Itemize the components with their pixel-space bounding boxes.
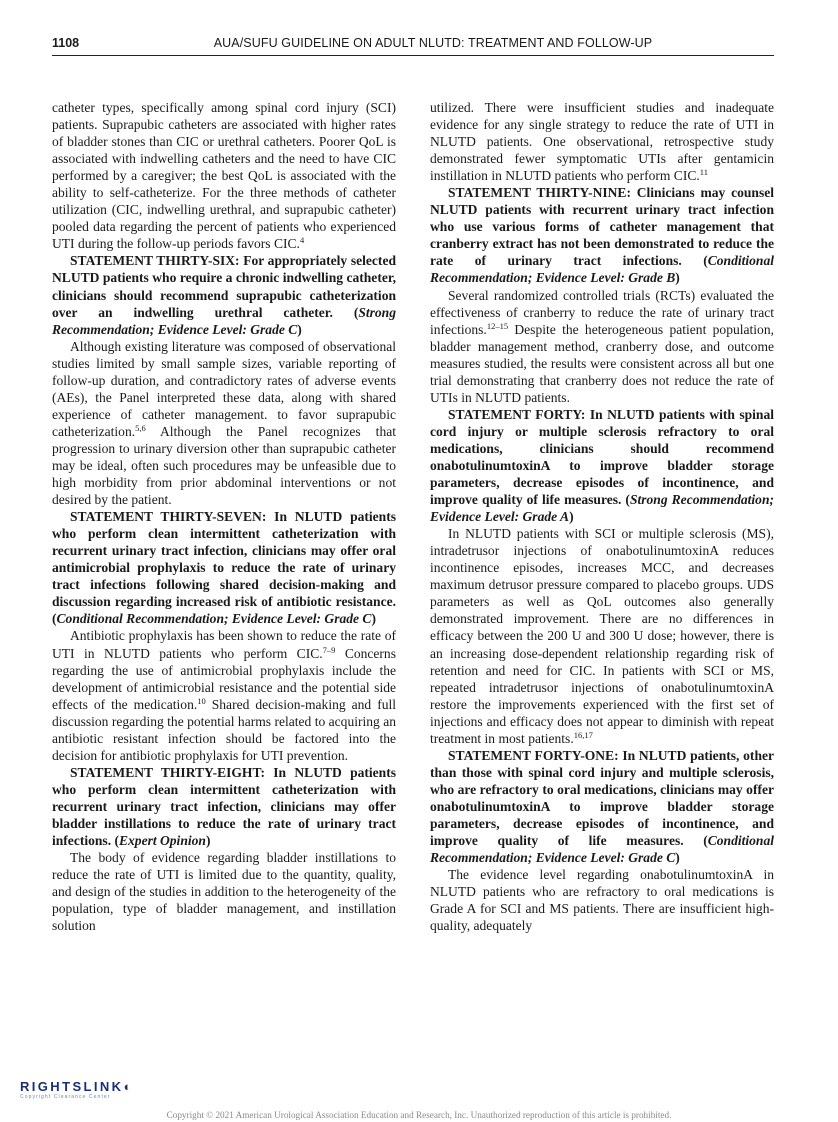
citation: 12–15 <box>486 320 509 331</box>
evidence-level: Conditional Recommendation; Evidence Level: Grade C <box>56 611 372 627</box>
running-title: AUA/SUFU GUIDELINE ON ADULT NLUTD: TREATMENT AND FOLLOW-UP <box>213 36 653 50</box>
copyright-notice: Copyright © 2021 American Urological Association Education and Research, Inc. Unauthorized reproduction of this article is prohibited. <box>166 1110 672 1120</box>
citation: 7–9 <box>322 644 336 655</box>
paragraph-evidence-level-onabotulinumtoxina: The evidence level regarding onabotulinumtoxinA in NLUTD patients who are refractory to oral medications is Grade A for SCI and MS patients. There are insufficient high-quality, adequately <box>430 867 774 934</box>
evidence-level: Strong Recommendation; Evidence Level: Grade C <box>52 304 396 337</box>
evidence-level: Strong Recommendation; Evidence Level: Grade A <box>430 492 774 525</box>
right-column <box>430 99 774 934</box>
paragraph-cranberry-rcts: Several randomized controlled trials (RCTs) evaluated the effectiveness of cranberry to reduce the rate of urinary tract infections.$^{12-15}$ Despite the heterogeneous patient population, bladder management method, cranberry dose, and outcome measures studied, the results were consistent across all but one trial demonstrating that cranberry does not reduce the rate of UTIs in NLUTD patients. <box>430 287 774 405</box>
citation: 11 <box>699 167 708 178</box>
statement-forty: STATEMENT FORTY: In NLUTD patients with spinal cord injury or multiple sclerosis refractory to oral medications, clinicians should recommend onabotulinumtoxinA to improve bladder storage parameters, decrease episodes of incontinence, and improve quality of life measures. (Strong Recommendation; Evidence Level: Grade A) <box>430 406 774 525</box>
citation: 5,6 <box>135 422 146 433</box>
paragraph-antibiotic-prophylaxis: Antibiotic prophylaxis has been shown to reduce the rate of UTI in NLUTD patients who perform CIC.$^{7-9}$ Concerns regarding the use of antimicrobial prophylaxis include the development of antimicrobial resistance and the potential side effects of the medication.$^{10}$ Shared decision-making and full discussion regarding the potential harms related to acquiring an antibiotic resistant infection should be factored into the decision for antibiotic prophylaxis for UTI prevention. <box>52 628 397 763</box>
running-header <box>52 36 774 54</box>
evidence-level: Conditional Recommendation; Evidence Level: Grade B <box>430 253 774 286</box>
paragraph-instillation-studies: utilized. There were insufficient studies and inadequate evidence for any single strategy to reduce the rate of UTI in NLUTD patients. One observational, retrospective study demonstrated fewer symptomatic UTIs after gentamicin instillation in NLUTD patients who perform CIC.$^{11}$ <box>430 100 774 184</box>
citation: 16,17 <box>573 729 593 740</box>
paragraph-suprapubic-evidence: Although existing literature was composed of observational studies limited by small sample sizes, variable reporting of follow-up duration, and contradictory rates of adverse events (AEs), the Panel interpreted these data, along with shared experience of catheter management. to favor suprapubic catheterization.$^{5,6}$ Although the Panel recognizes that progression to urinary diversion other than suprapubic catheter may be ideal, often such procedures may be unfeasible due to high morbidity from prior abdominal interventions or not desired by the patient. <box>52 338 396 508</box>
evidence-level: Conditional Recommendation; Evidence Level: Grade C <box>430 833 774 866</box>
citation: 10 <box>197 695 206 706</box>
page-number: 1108 <box>52 36 80 50</box>
statement-forty-one: STATEMENT FORTY-ONE: In NLUTD patients, other than those with spinal cord injury and multiple sclerosis, who are refractory to oral medications, clinicians may offer onabotulinumtoxinA to improve bladder storage parameters, decrease episodes of incontinence, and improve quality of life measures. (Conditional Recommendation; Evidence Level: Grade C) <box>430 747 774 866</box>
paragraph-catheter-types: catheter types, specifically among spinal cord injury (SCI) patients. Suprapubic catheters are associated with higher rates of bladder stones than CIC or urethral catheters. Poorer QoL is associated with indwelling catheters and the need to have CIC performed by a caregiver; the best QoL is associated with the ability to self-catheterize. For the three methods of catheter utilization (CIC, indwelling urethral, and suprapubic catheter) pooled data regarding the percent of patients who experienced UTI during the follow-up periods favors CIC.$^4$ <box>52 100 396 252</box>
citation: 4 <box>299 235 305 246</box>
header-rule <box>52 55 774 56</box>
paragraph-bladder-instillations: The body of evidence regarding bladder instillations to reduce the rate of UTI is limited due to the quantity, quality, and design of the studies in addition to the heterogeneity of the population, type of bladder management, and instillation solution <box>52 850 396 934</box>
rightslink-tagline: Copyright Clearance Center <box>20 1094 111 1100</box>
statement-thirty-eight: STATEMENT THIRTY-EIGHT: In NLUTD patients who perform clean intermittent catheterization with recurrent urinary tract infection, clinicians may offer bladder instillations to reduce the rate of urinary tract infections. (Expert Opinion) <box>52 764 396 849</box>
rightslink-mark-icon: ◐ <box>123 1079 134 1094</box>
rightslink-wordmark: RIGHTSLINK <box>20 1079 124 1094</box>
statement-thirty-seven: STATEMENT THIRTY-SEVEN: In NLUTD patients who perform clean intermittent catheterization with recurrent urinary tract infection, clinicians may offer oral antimicrobial prophylaxis to reduce the rate of urinary tract infections following shared decision-making and discussion regarding increased risk of antibiotic resistance. (Conditional Recommendation; Evidence Level: Grade C) <box>52 509 396 627</box>
statement-thirty-nine: STATEMENT THIRTY-NINE: Clinicians may counsel NLUTD patients with recurrent urinary tract infection who use various forms of catheter management that cranberry extract has not been demonstrated to reduce the rate of urinary tract infections. (Conditional Recommendation; Evidence Level: Grade B) <box>430 185 774 286</box>
rightslink-logo <box>20 1079 170 1101</box>
paragraph-onabotulinumtoxina-sci-ms: In NLUTD patients with SCI or multiple sclerosis (MS), intradetrusor injections of onabotulinumtoxinA reduces incontinence episodes, increases MCC, and decreases maximum detrusor pressure compared to placebo groups. UDS parameters as well as QoL outcomes also generally demonstrated improvement. There are no differences in efficacy between the 200 U and 300 U dose; however, there is an increasing dose-dependent relationship regarding risk of retention and need for CIC. In patients with SCI or MS, repeated intradetrusor injections of onabotulinumtoxinA restore the improvements experienced with the first set of injections and efficacy does not appear to diminish with repeat treatment in most patients.$^{16,17}$ <box>430 526 774 746</box>
statement-thirty-six: STATEMENT THIRTY-SIX: For appropriately selected NLUTD patients who require a chronic indwelling catheter, clinicians should recommend suprapubic catheterization over an indwelling urethral catheter. (Strong Recommendation; Evidence Level: Grade C) <box>52 253 396 337</box>
evidence-level: Expert Opinion <box>118 833 206 849</box>
left-column <box>52 99 396 934</box>
